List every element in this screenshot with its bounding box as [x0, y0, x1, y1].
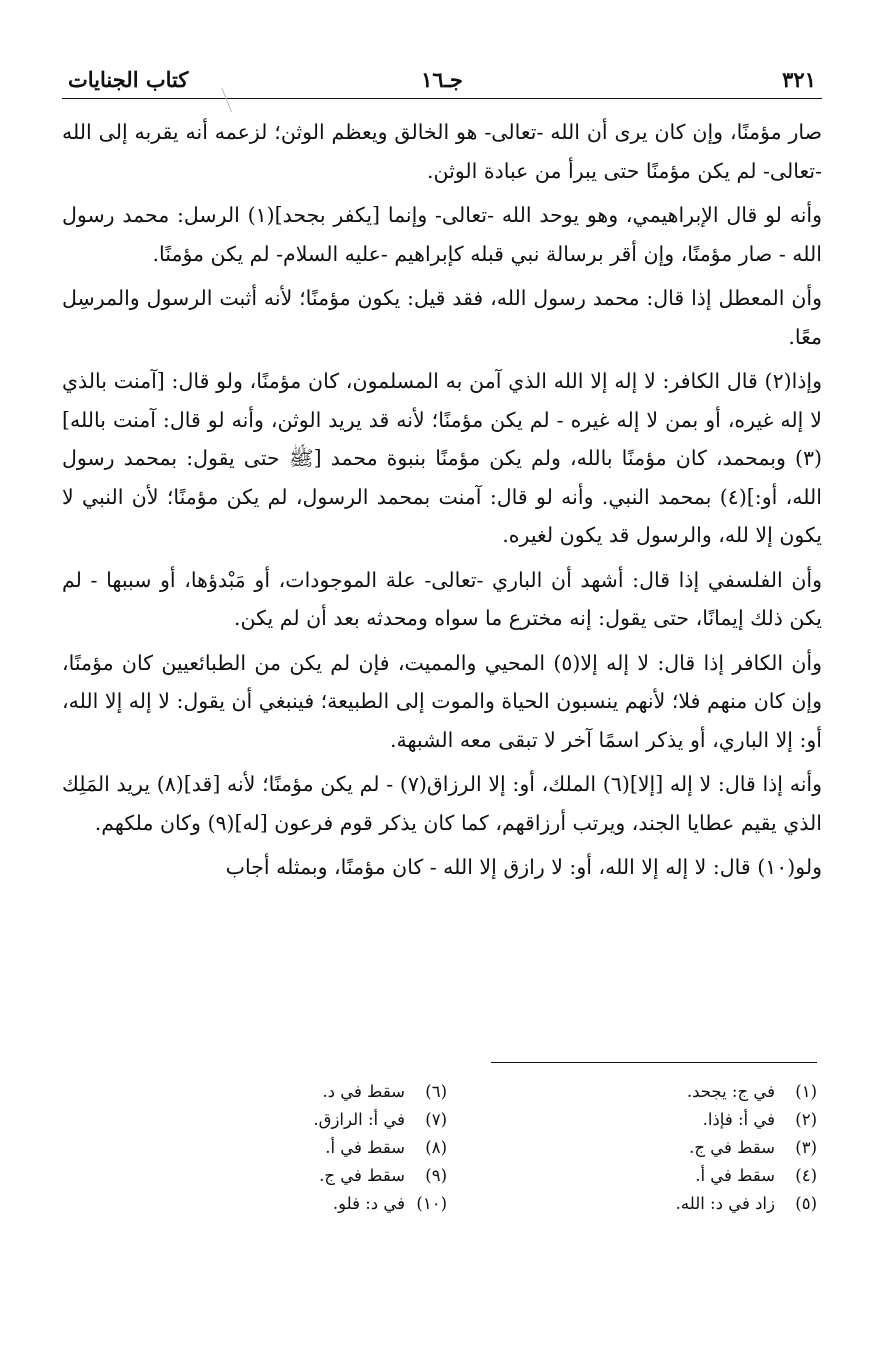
footnote [447, 1190, 817, 1218]
footnote-number: (٨) [425, 1138, 447, 1157]
footnote-number: (٩) [425, 1166, 447, 1185]
footnotes-column-left [147, 1078, 447, 1218]
book-page [62, 58, 822, 893]
paragraph: وأنه إذا قال: لا إله [إلا](٦) الملك، أو: إلا الرزاق(٧) - لم يكن مؤمنًا؛ لأنه [قد](٨) يريد المَلِك الذي يقيم عطايا الجند، ويرتب أرزاقهم، كما كان يذكر قوم فرعون [له](٩) وكان ملكهم. [62, 772, 822, 835]
footnote [147, 1078, 447, 1106]
running-header [62, 58, 822, 92]
footnote-text: سقط في ج. [319, 1166, 405, 1185]
footnote-text: سقط في أ. [695, 1166, 775, 1185]
footnote-text: زاد في د: الله. [675, 1194, 775, 1213]
main-text [62, 113, 822, 887]
paragraph: وأن الكافر إذا قال: لا إله إلا(٥) المحيي والمميت، فإن لم يكن من الطبائعيين كان مؤمنًا، وإن كان منهم فلا؛ لأنهم ينسبون الحياة والموت إلى الطبيعة؛ فينبغي أن يقول: لا إله إلا الله، أو: إلا الباري، أو يذكر اسمًا آخر لا تبقى معه الشبهة. [62, 650, 822, 752]
paragraph: وأن الفلسفي إذا قال: أشهد أن الباري -تعالى- علة الموجودات، أو مَبْدؤها، أو سببها - لم يكن ذلك إيمانًا، حتى يقول: إنه مخترع ما سواه ومحدثه بعد أن لم يكن. [62, 567, 822, 630]
paragraph: وأن المعطل إذا قال: محمد رسول الله، فقد قيل: يكون مؤمنًا؛ لأنه أثبت الرسول والمرسِل معًا. [62, 286, 822, 349]
footnote-divider [491, 1062, 817, 1063]
footnote-text: سقط في ج. [689, 1138, 775, 1157]
footnote-number: (١) [795, 1082, 817, 1101]
volume-part: جـ١٦ [421, 67, 463, 92]
footnote-text: سقط في د. [322, 1082, 405, 1101]
footnote-text: في د: فلو. [332, 1194, 405, 1213]
footnote [447, 1134, 817, 1162]
footnote [447, 1078, 817, 1106]
footnote [147, 1134, 447, 1162]
paragraph: ولو(١٠) قال: لا إله إلا الله، أو: لا رازق إلا الله - كان مؤمنًا، وبمثله أجاب [225, 855, 822, 879]
footnote-number: (٦) [425, 1082, 447, 1101]
footnote-text: في أ: الرازق. [313, 1110, 405, 1129]
footnote [447, 1162, 817, 1190]
book-title: كتاب الجنايات [68, 67, 189, 92]
footnote-text: في أ: فإذا. [702, 1110, 775, 1129]
paragraph: صار مؤمنًا، وإن كان يرى أن الله -تعالى- هو الخالق ويعظم الوثن؛ لزعمه أنه يقربه إلى الله -تعالى- لم يكن مؤمنًا حتى يبرأ من عبادة الوثن. [62, 120, 822, 183]
header-divider [62, 98, 822, 99]
footnote-text: في ج: يجحد. [686, 1082, 775, 1101]
footnote-number: (٤) [795, 1166, 817, 1185]
footnotes [57, 1078, 817, 1218]
footnote [147, 1190, 447, 1218]
footnote [147, 1162, 447, 1190]
footnote [447, 1106, 817, 1134]
footnote [147, 1106, 447, 1134]
paragraph: وإذا(٢) قال الكافر: لا إله إلا الله الذي آمن به المسلمون، كان مؤمنًا، ولو قال: [آمنت بالذي لا إله غيره، أو بمن لا إله غيره - لم يكن مؤمنًا؛ لأنه قد يريد الوثن، وأنه لو قال: آمنت بالله](٣) وبمحمد، كان مؤمنًا بالله، ولم يكن مؤمنًا بنبوة محمد [ﷺ حتى يقول: بمحمد رسول الله، أو:](٤) بمحمد النبي. وأنه لو قال: آمنت بمحمد الرسول، لم يكن مؤمنًا؛ لأن النبي لا يكون إلا لله، والرسول قد يكون لغيره. [62, 369, 822, 547]
footnote-number: (٥) [795, 1194, 817, 1213]
paragraph: وأنه لو قال الإبراهيمي، وهو يوحد الله -تعالى- وإنما [يكفر بجحد](١) الرسل: محمد رسول الله - صار مؤمنًا، وإن أقر برسالة نبي قبله كإبراهيم -عليه السلام- لم يكن مؤمنًا. [62, 203, 822, 266]
footnote-number: (٧) [425, 1110, 447, 1129]
footnotes-column-right [447, 1078, 817, 1218]
page-number: ٣٢١ [782, 67, 816, 92]
footnote-text: سقط في أ. [325, 1138, 405, 1157]
footnote-number: (٢) [795, 1110, 817, 1129]
footnote-number: (١٠) [416, 1194, 447, 1213]
footnote-number: (٣) [795, 1138, 817, 1157]
